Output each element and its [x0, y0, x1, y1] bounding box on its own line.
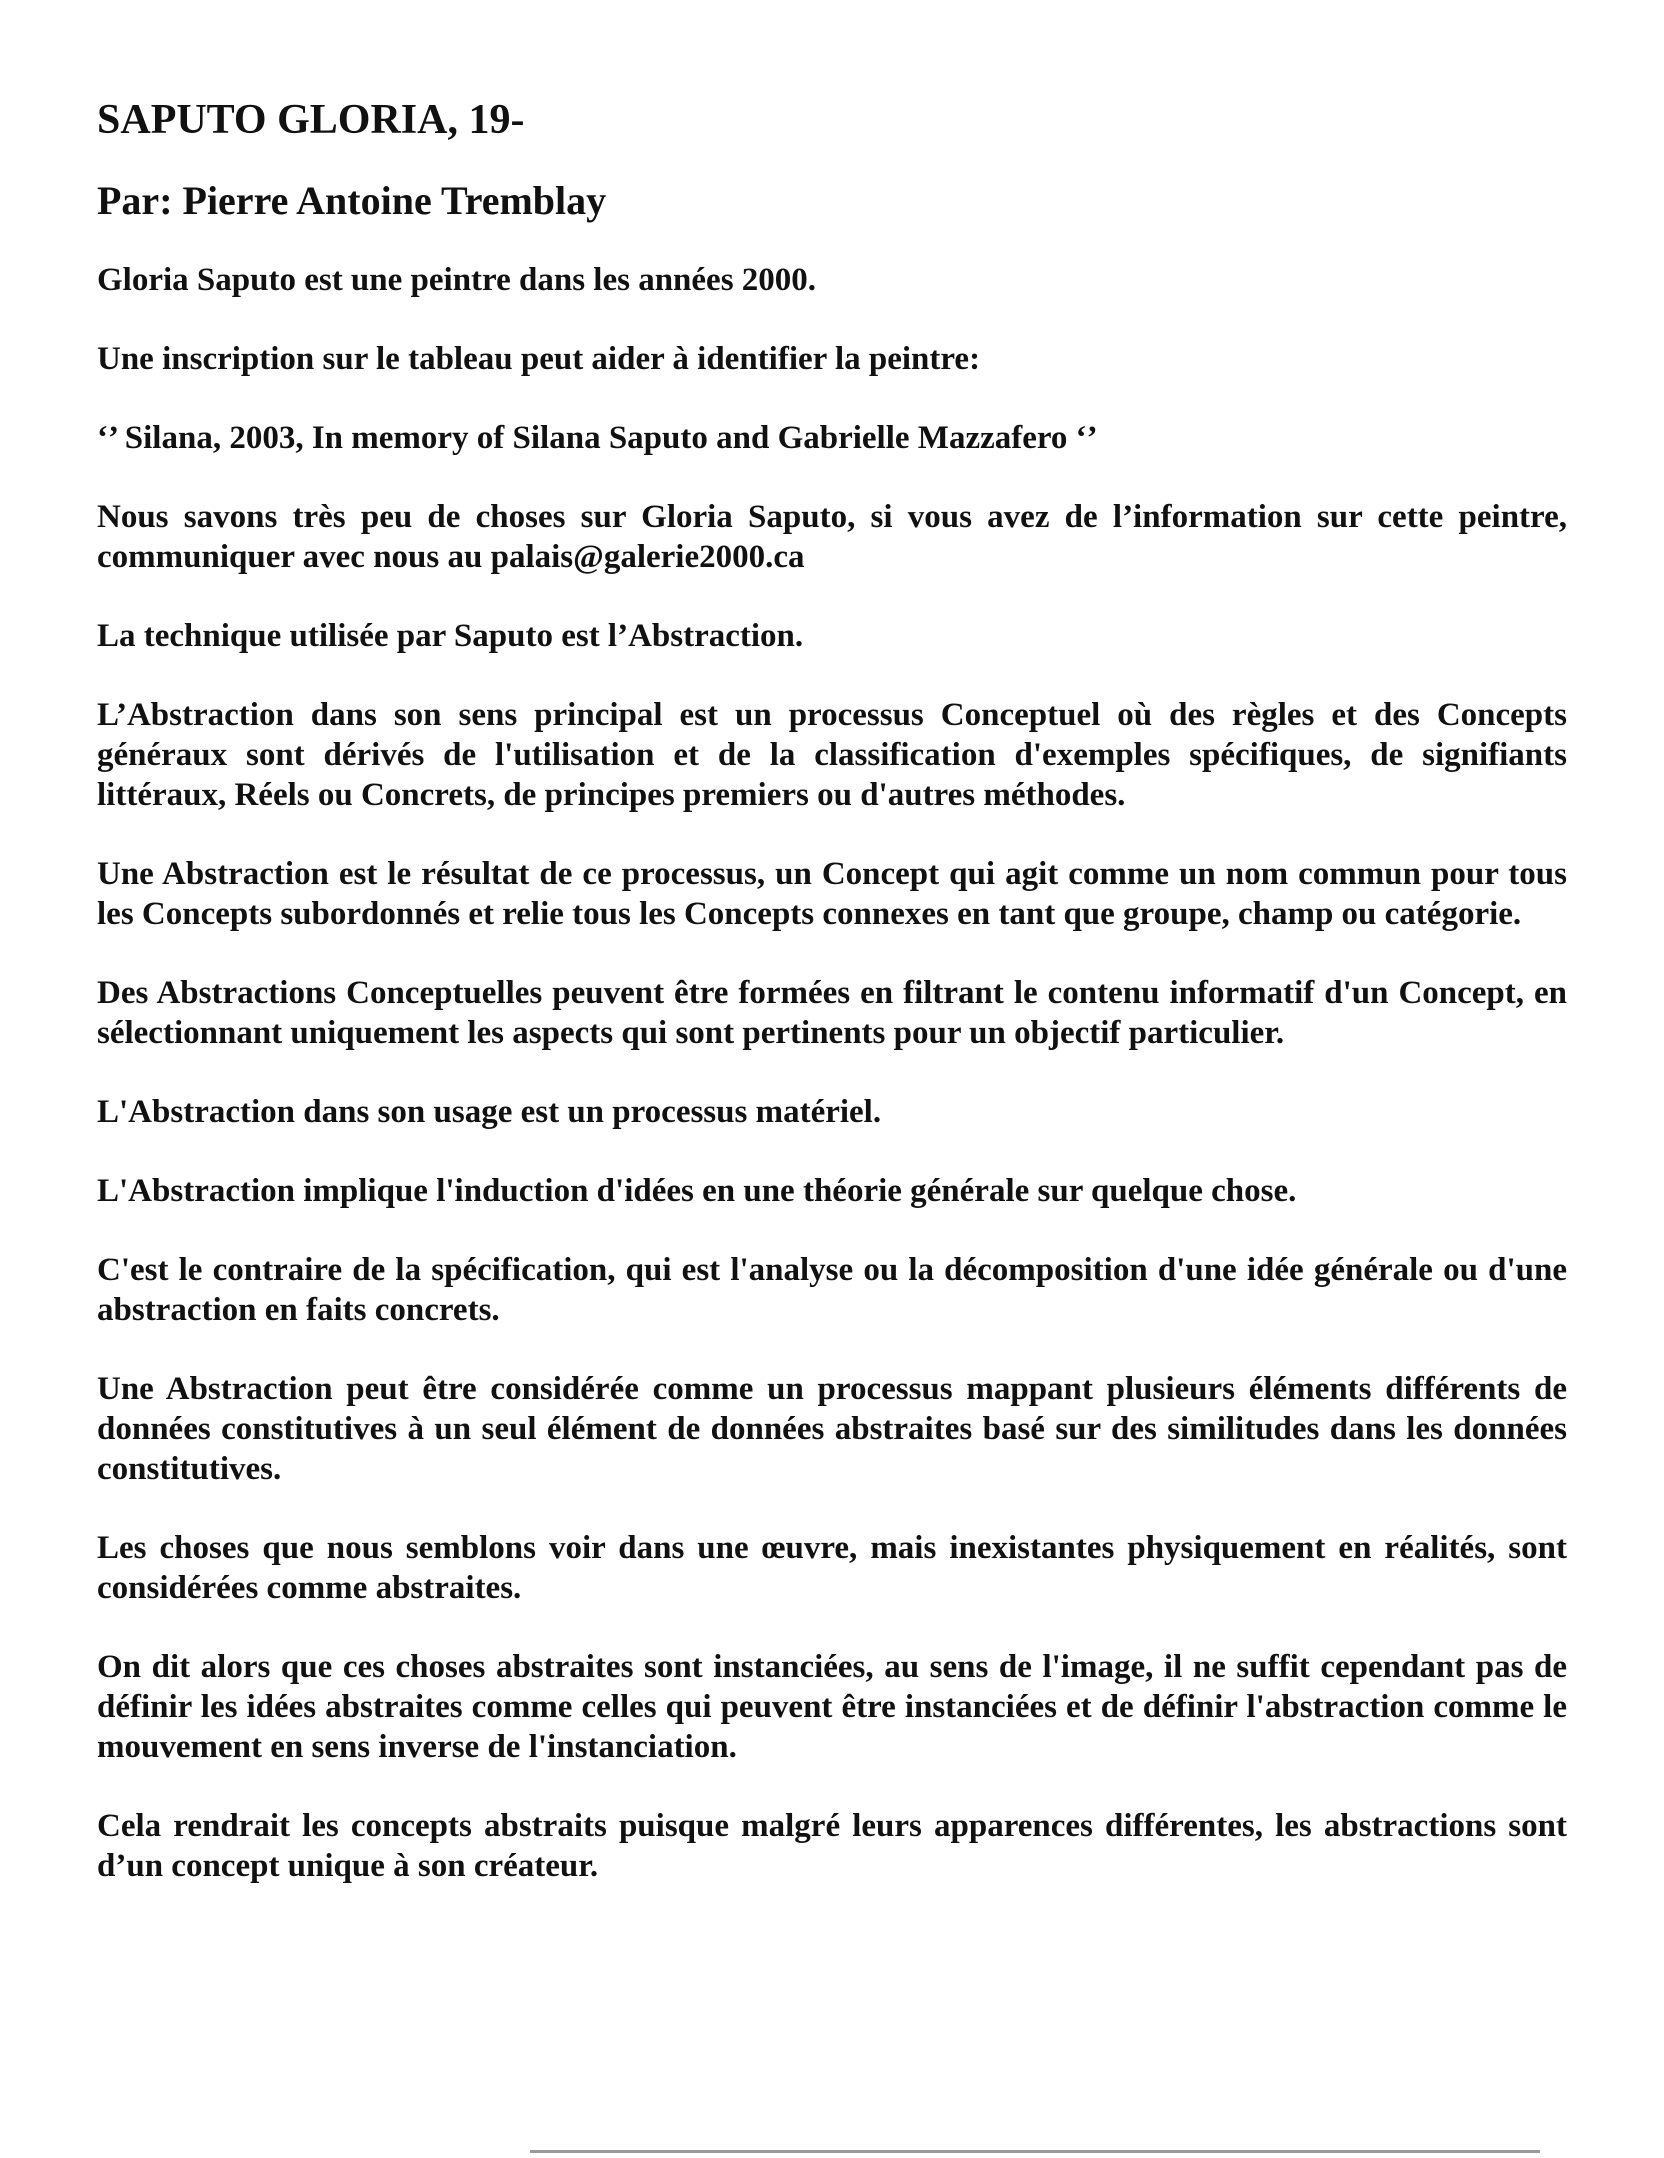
paragraph-3: ‘’ Silana, 2003, In memory of Silana Saputo and Gabrielle Mazzafero ‘’ — [97, 420, 1098, 457]
paragraph-11: C'est le contraire de la spécification, qui est l'analyse ou la décomposition d'une idée générale ou d'une abstraction en faits concrets. — [97, 1252, 1567, 1329]
paragraph-6: L’Abstraction dans son sens principal est un processus Conceptuel où des règles et des Concepts généraux sont dérivés de l'utilisation et de la classification d'exemples spécifiques, de signifiants littéraux, Réels ou Concrets, de principes premiers ou d'autres méthodes. — [97, 697, 1567, 814]
paragraph-7: Une Abstraction est le résultat de ce processus, un Concept qui agit comme un nom commun pour tous les Concepts subordonnés et relie tous les Concepts connexes en tant que groupe, champ ou catégorie. — [97, 856, 1567, 933]
paragraph-15: Cela rendrait les concepts abstraits puisque malgré leurs apparences différentes, les abstractions sont d’un concept unique à son créateur. — [97, 1808, 1567, 1885]
document-title: SAPUTO GLORIA, 19- — [97, 97, 525, 143]
paragraph-9: L'Abstraction dans son usage est un processus matériel. — [97, 1094, 882, 1131]
paragraph-5: La technique utilisée par Saputo est l’Abstraction. — [97, 618, 804, 655]
paragraph-10: L'Abstraction implique l'induction d'idées en une théorie générale sur quelque chose. — [97, 1173, 1297, 1210]
paragraph-14: On dit alors que ces choses abstraites sont instanciées, au sens de l'image, il ne suffit cependant pas de définir les idées abstraites comme celles qui peuvent être instanciées et de définir l'abstraction comme le mouvement en sens inverse de l'instanciation. — [97, 1649, 1567, 1766]
document-author: Par: Pierre Antoine Tremblay — [97, 178, 607, 224]
bottom-scan-line — [530, 2150, 1540, 2153]
paragraph-1: Gloria Saputo est une peintre dans les années 2000. — [97, 262, 817, 299]
paragraph-4: Nous savons très peu de choses sur Gloria Saputo, si vous avez de l’information sur cette peintre, communiquer avec nous au palais@galerie2000.ca — [97, 499, 1567, 576]
document-body — [97, 96, 1567, 1925]
paragraph-12: Une Abstraction peut être considérée comme un processus mappant plusieurs éléments différents de données constitutives à un seul élément de données abstraites basé sur des similitudes dans les données constitutives. — [97, 1371, 1567, 1488]
paragraph-13: Les choses que nous semblons voir dans une œuvre, mais inexistantes physiquement en réalités, sont considérées comme abstraites. — [97, 1530, 1567, 1607]
paragraph-8: Des Abstractions Conceptuelles peuvent être formées en filtrant le contenu informatif d'un Concept, en sélectionnant uniquement les aspects qui sont pertinents pour un objectif particulier. — [97, 975, 1567, 1052]
paragraph-2: Une inscription sur le tableau peut aider à identifier la peintre: — [97, 341, 981, 378]
